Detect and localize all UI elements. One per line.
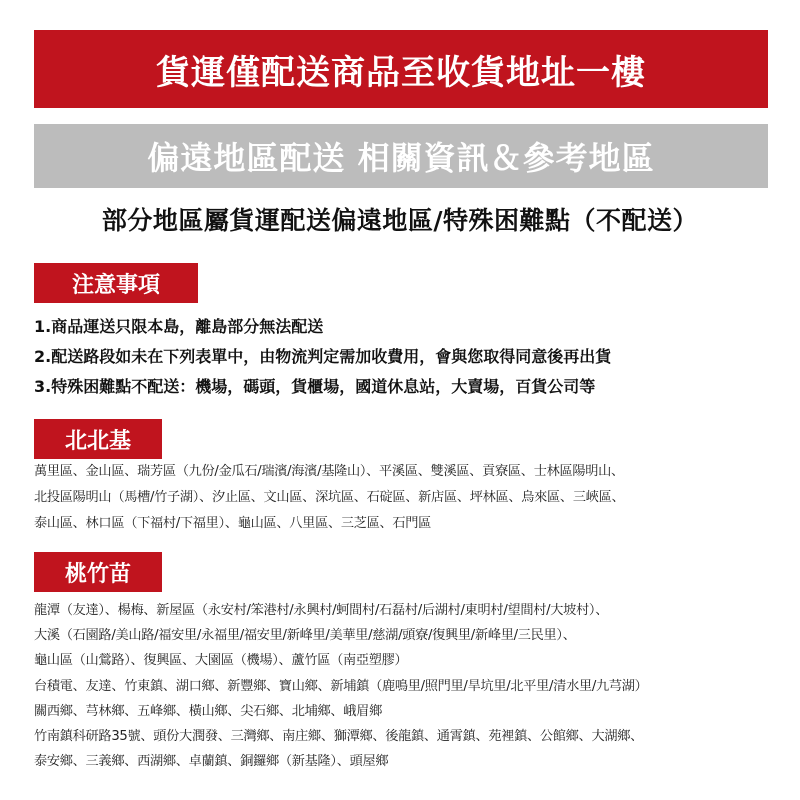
region-list-north [34,459,794,537]
notice-item: 1.商品運送只限本島，離島部分無法配送 [34,317,324,336]
notice-item: 3.特殊困難點不配送：機場，碼頭，貨櫃場，國道休息站，大賣場，百貨公司等 [34,377,596,396]
region-heading-north: 北北基 [34,419,162,459]
region-line: 竹南鎮科研路35號、頭份大潤發、三灣鄉、南庄鄉、獅潭鄉、後龍鎮、通霄鎮、苑裡鎮、公館鄉、大湖鄉、 [34,728,644,744]
region-line: 泰山區、林口區（下福村/下福里）、龜山區、八里區、三芝區、石門區 [34,516,432,531]
notice-item: 2.配送路段如未在下列表單中，由物流判定需加收費用，會與您取得同意後再出貨 [34,347,612,366]
main-banner-text: 貨運僅配送商品至收貨地址一樓 [156,52,646,93]
notice-list [34,312,774,402]
region-line: 關西鄉、芎林鄉、五峰鄉、橫山鄉、尖石鄉、北埔鄉、峨眉鄉 [34,703,382,719]
region-line: 大溪（石園路/美山路/福安里/永福里/福安里/新峰里/美華里/慈湖/頭寮/復興里/新峰里/三民里）、 [34,628,576,644]
region-line: 泰安鄉、三義鄉、西湖鄉、卓蘭鎮、銅鑼鄉（新基隆）、頭屋鄉 [34,754,389,770]
subtitle: 部分地區屬貨運配送偏遠地區/特殊困難點（不配送） [101,206,699,235]
region-list-taoyuan-hsinchu-miaoli [34,598,794,774]
region-line: 龜山區（山鶯路）、復興區、大園區（機場）、蘆竹區（南亞塑膠） [34,653,408,669]
region-line: 台積電、友達、竹東鎮、湖口鄉、新豐鄉、寶山鄉、新埔鎮（鹿鳴里/照門里/旱坑里/北平里/清水里/九芎湖） [34,678,648,694]
region-line: 北投區陽明山（馬槽/竹子湖）、汐止區、文山區、深坑區、石碇區、新店區、坪林區、烏來區、三峽區、 [34,490,625,505]
region-line: 萬里區、金山區、瑞芳區（九份/金瓜石/瑞濱/海濱/基隆山）、平溪區、雙溪區、貢寮區、士林區陽明山、 [34,464,624,479]
region-line: 龍潭（友達）、楊梅、新屋區（永安村/笨港村/永興村/蚵間村/石磊村/后湖村/東明村/望間村/大坡村）、 [34,603,609,618]
region-heading-taoyuan-hsinchu-miaoli: 桃竹苗 [34,552,162,592]
remote-delivery-banner-text: 偏遠地區配送 相關資訊＆參考地區 [147,139,655,177]
main-banner [34,30,768,108]
remote-delivery-banner [34,124,768,188]
notice-heading: 注意事項 [34,263,198,303]
